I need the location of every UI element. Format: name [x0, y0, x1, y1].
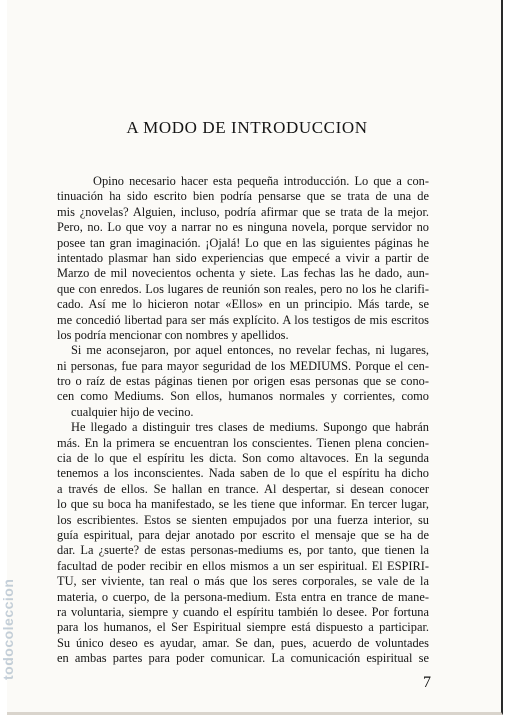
watermark-text: todocoleccion — [0, 578, 16, 680]
text-line: facultad de poder recibir en ellos mismos a un ser espiritual. El ESPIRI- — [57, 558, 429, 573]
text-line: cen como Mediums. Son ellos, humanos normales y corrientes, como — [57, 389, 429, 404]
text-line: cia de lo que el espíritu les dicta. Son como altavoces. En la segunda — [57, 451, 429, 466]
text-line: cualquier hijo de vecino. — [71, 404, 194, 419]
text-line: dar. La ¿suerte? de estas personas-mediums es, por tanto, que tienen la — [57, 543, 429, 558]
text-line: tro o raíz de estas páginas tienen por origen esas personas que se cono- — [57, 374, 429, 389]
text-line: ra voluntaria, siempre y cuando el espíritu también lo desee. Por fortuna — [57, 604, 429, 619]
book-page — [7, 0, 503, 715]
text-line: lo que su boca ha manifestado, se les tiene que informar. En tercer lugar, — [57, 497, 429, 512]
text-line: más. En la primera se encuentran los conscientes. Tienen plena concien- — [57, 435, 429, 450]
text-line: a través de ellos. Se hallan en trance. Al despertar, si desean conocer — [57, 481, 429, 496]
text-line: intentado plasmar han sido experiencias que empecé a vivir a partir de — [57, 250, 429, 265]
text-line: para los humanos, el Ser Espiritual siempre está dispuesto a participar. — [57, 620, 429, 635]
chapter-title: A MODO DE INTRODUCCION — [126, 118, 368, 137]
text-line: guía espiritual, para dejar anotado por escrito el mensaje que se ha de — [57, 527, 429, 542]
text-line: Si me aconsejaron, por aquel entonces, no revelar fechas, ni lugares, — [71, 343, 429, 358]
text-line: los escribientes. Estos se sienten empujados por una fuerza interior, su — [57, 512, 429, 527]
text-line: Marzo de mil novecientos ochenta y siete. Las fechas las he dado, aun- — [57, 266, 429, 281]
text-line: Su único deseo es ayudar, amar. Se dan, pues, acuerdo de voluntades — [57, 635, 429, 650]
text-line: que con enredos. Los lugares de reunión son reales, pero no los he clarifi- — [57, 281, 429, 296]
text-line: Pero, no. Lo que voy a narrar no es ninguna novela, porque servidor no — [57, 220, 429, 235]
page-number: 7 — [423, 674, 431, 691]
text-line: ni personas, fue para mayor seguridad de los MEDIUMS. Porque el cen- — [57, 358, 429, 373]
text-line: tenemos a los inconscientes. Nada saben de lo que el espíritu ha dicho — [57, 466, 429, 481]
text-line: TU, ser viviente, tan real o más que los seres corporales, se vale de la — [57, 574, 429, 589]
text-line: Opino necesario hacer esta pequeña introducción. Lo que a con- — [93, 174, 429, 188]
body-text — [57, 174, 429, 667]
text-line: materia, o cuerpo, de la persona-medium. Esta entra en trance de mane- — [57, 589, 429, 604]
text-line: He llegado a distinguir tres clases de mediums. Supongo que habrán — [71, 420, 429, 435]
text-line: cado. Así me lo hicieron notar «Ellos» en un principio. Más tarde, se — [57, 297, 429, 312]
text-line: mis ¿novelas? Alguien, incluso, podría afirmar que se trata de la mejor. — [57, 204, 429, 219]
text-line: posee tan gran imaginación. ¡Ojalá! Lo que en las siguientes páginas he — [57, 235, 429, 250]
watermark — [0, 540, 16, 680]
text-line: me concedió libertad para ser más explícito. A los testigos de mis escritos — [57, 312, 429, 327]
text-line: tinuación ha sido escrito bien podría pensarse que se trata de una de — [57, 189, 429, 204]
text-line: en ambas partes para poder comunicar. La comunicación espiritual se — [57, 651, 429, 666]
text-line: los podría mencionar con nombres y apellidos. — [57, 327, 289, 342]
